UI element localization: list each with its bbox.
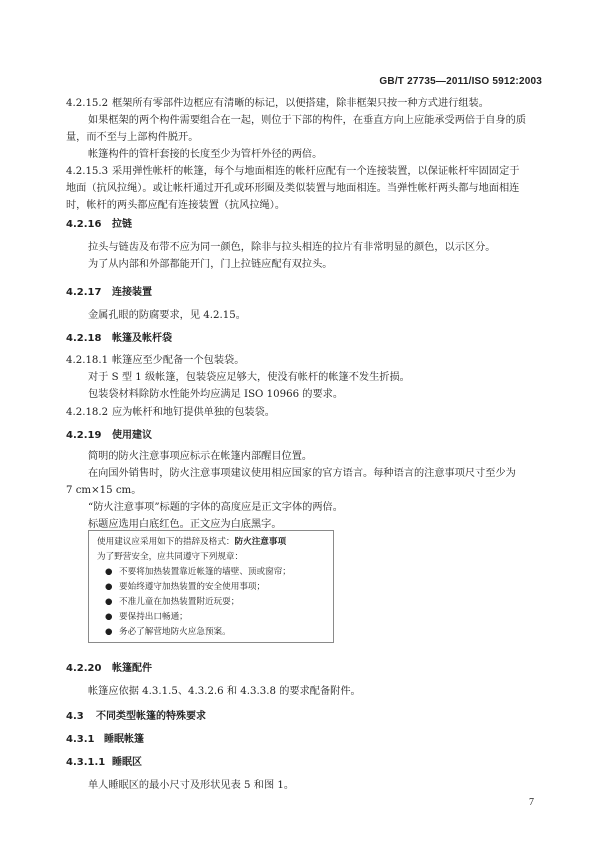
clause-number: 4.2.18	[66, 333, 102, 344]
paragraph: 拉头与链齿及布带不应为同一颜色，除非与拉头相连的拉片有非常明显的颜色，以示区分。	[88, 242, 496, 253]
paragraph: 帐篷应至少配备一个包装袋。	[112, 355, 245, 366]
bullet-icon: ●	[105, 612, 113, 622]
clause-number: 4.2.20	[66, 663, 102, 674]
notice-subtitle: 为了野营安全，应共同遵守下列规章：	[97, 552, 244, 562]
list-item: ● 要始终遵守加热装置的安全使用事项；	[97, 580, 327, 595]
paragraph: 量，而不至与上部构件脱开。	[66, 132, 199, 143]
paragraph: 时，帐杆的两头都应配有连接装置（抗风拉绳）。	[66, 200, 286, 211]
paragraph: 包装袋材料除防水性能外均应满足 ISO 10966 的要求。	[88, 389, 344, 400]
section-4-2-15-3	[66, 163, 544, 214]
standard-code: GB/T 27735—2011/ISO 5912:2003	[379, 76, 542, 87]
paragraph: “防火注意事项”标题的字体的高度应是正文字体的两倍。	[88, 502, 343, 513]
clause-title: 睡眠区	[112, 757, 142, 768]
clause-number: 4.2.18.1	[66, 355, 109, 366]
list-item: ● 不准儿童在加热装置附近玩耍；	[97, 595, 327, 610]
section-4-2-19-body	[66, 448, 544, 533]
clause-title: 使用建议	[112, 430, 152, 441]
paragraph: 在向国外销售时，防火注意事项建议使用相应国家的官方语言。每种语言的注意事项尺寸至少为	[88, 468, 516, 479]
list-item: ● 务必了解营地防火应急预案。	[97, 625, 327, 640]
section-4-2-18	[66, 330, 544, 347]
list-item: ● 不要将加热装置靠近帐篷的墙壁、顶或窗帘；	[97, 565, 327, 580]
bullet-icon: ●	[105, 597, 113, 607]
clause-title: 拉链	[112, 219, 132, 230]
section-4-2-20-body	[66, 683, 544, 700]
section-4-2-15-2	[66, 95, 544, 163]
paragraph: 为了从内部和外部都能开门，门上拉链应配有双拉头。	[88, 259, 333, 270]
section-4-2-17-body	[66, 307, 544, 324]
section-4-2-16	[66, 216, 544, 233]
paragraph: 金属孔眼的防腐要求，见 4.2.15。	[88, 310, 246, 321]
section-4-3-1	[66, 731, 544, 748]
clause-title: 连接装置	[112, 287, 152, 298]
fire-safety-notice-box	[88, 530, 334, 643]
notice-intro: 使用建议应采用如下的措辞及格式：	[97, 537, 235, 547]
clause-number: 4.3.1.1	[66, 757, 106, 768]
clause-number: 4.2.15.2	[66, 98, 109, 109]
paragraph: 框架所有零部件边框应有清晰的标记，以便搭建，除非框架只按一种方式进行组装。	[112, 98, 489, 109]
section-4-3-1-1-body	[66, 777, 544, 794]
clause-title: 睡眠帐篷	[104, 734, 144, 745]
paragraph: 帐篷应依据 4.3.1.5、4.3.2.6 和 4.3.3.8 的要求配备附件。	[88, 686, 361, 697]
clause-number: 4.3.1	[66, 734, 95, 745]
clause-number: 4.3	[66, 711, 84, 722]
section-4-2-18-1	[66, 352, 544, 403]
clause-number: 4.2.15.3	[66, 166, 109, 177]
notice-list	[97, 565, 327, 640]
bullet-icon: ●	[105, 567, 113, 577]
list-item: ● 要保持出口畅通；	[97, 610, 327, 625]
clause-number: 4.2.19	[66, 430, 102, 441]
paragraph: 应为帐杆和地钉提供单独的包装袋。	[112, 407, 275, 418]
clause-title: 帐篷配件	[112, 663, 152, 674]
paragraph: 如果框架的两个构件需要组合在一起，则位于下部的构件，在垂直方向上应能承受两倍于自身的质	[88, 115, 527, 126]
section-4-3-1-1	[66, 754, 544, 771]
clause-title: 不同类型帐篷的特殊要求	[96, 711, 206, 722]
paragraph: 单人睡眠区的最小尺寸及形状见表 5 和图 1。	[88, 780, 295, 791]
section-4-2-16-body	[66, 239, 544, 273]
clause-title: 帐篷及帐杆袋	[112, 333, 172, 344]
section-4-2-20	[66, 660, 544, 677]
page-number: 7	[529, 797, 534, 808]
paragraph: 对于 S 型 1 级帐篷，包装袋应足够大，使没有帐杆的帐篷不发生折损。	[88, 372, 410, 383]
section-4-3	[66, 708, 544, 725]
paragraph: 地面（抗风拉绳）。或让帐杆通过开孔或环形圈及类似装置与地面相连。当弹性帐杆两头都与地面相连	[66, 183, 520, 194]
paragraph: 简明的防火注意事项应标示在帐篷内部醒目位置。	[88, 451, 313, 462]
bullet-icon: ●	[105, 627, 113, 637]
section-4-2-17	[66, 284, 544, 301]
paragraph: 7 cm×15 cm。	[66, 485, 142, 496]
paragraph: 标题应选用白底红色。正文应为白底黑字。	[88, 519, 282, 530]
clause-number: 4.2.16	[66, 219, 102, 230]
clause-number: 4.2.18.2	[66, 407, 109, 418]
notice-title: 防火注意事项	[234, 537, 287, 547]
section-4-2-18-2	[66, 404, 544, 421]
clause-number: 4.2.17	[66, 287, 102, 298]
paragraph: 帐篷构件的管杆套接的长度至少为管杆外径的两倍。	[88, 149, 323, 160]
section-4-2-19	[66, 427, 544, 444]
bullet-icon: ●	[105, 582, 113, 592]
paragraph: 采用弹性帐杆的帐篷，每个与地面相连的帐杆应配有一个连接装置，以保证帐杆牢固固定于	[112, 166, 520, 177]
